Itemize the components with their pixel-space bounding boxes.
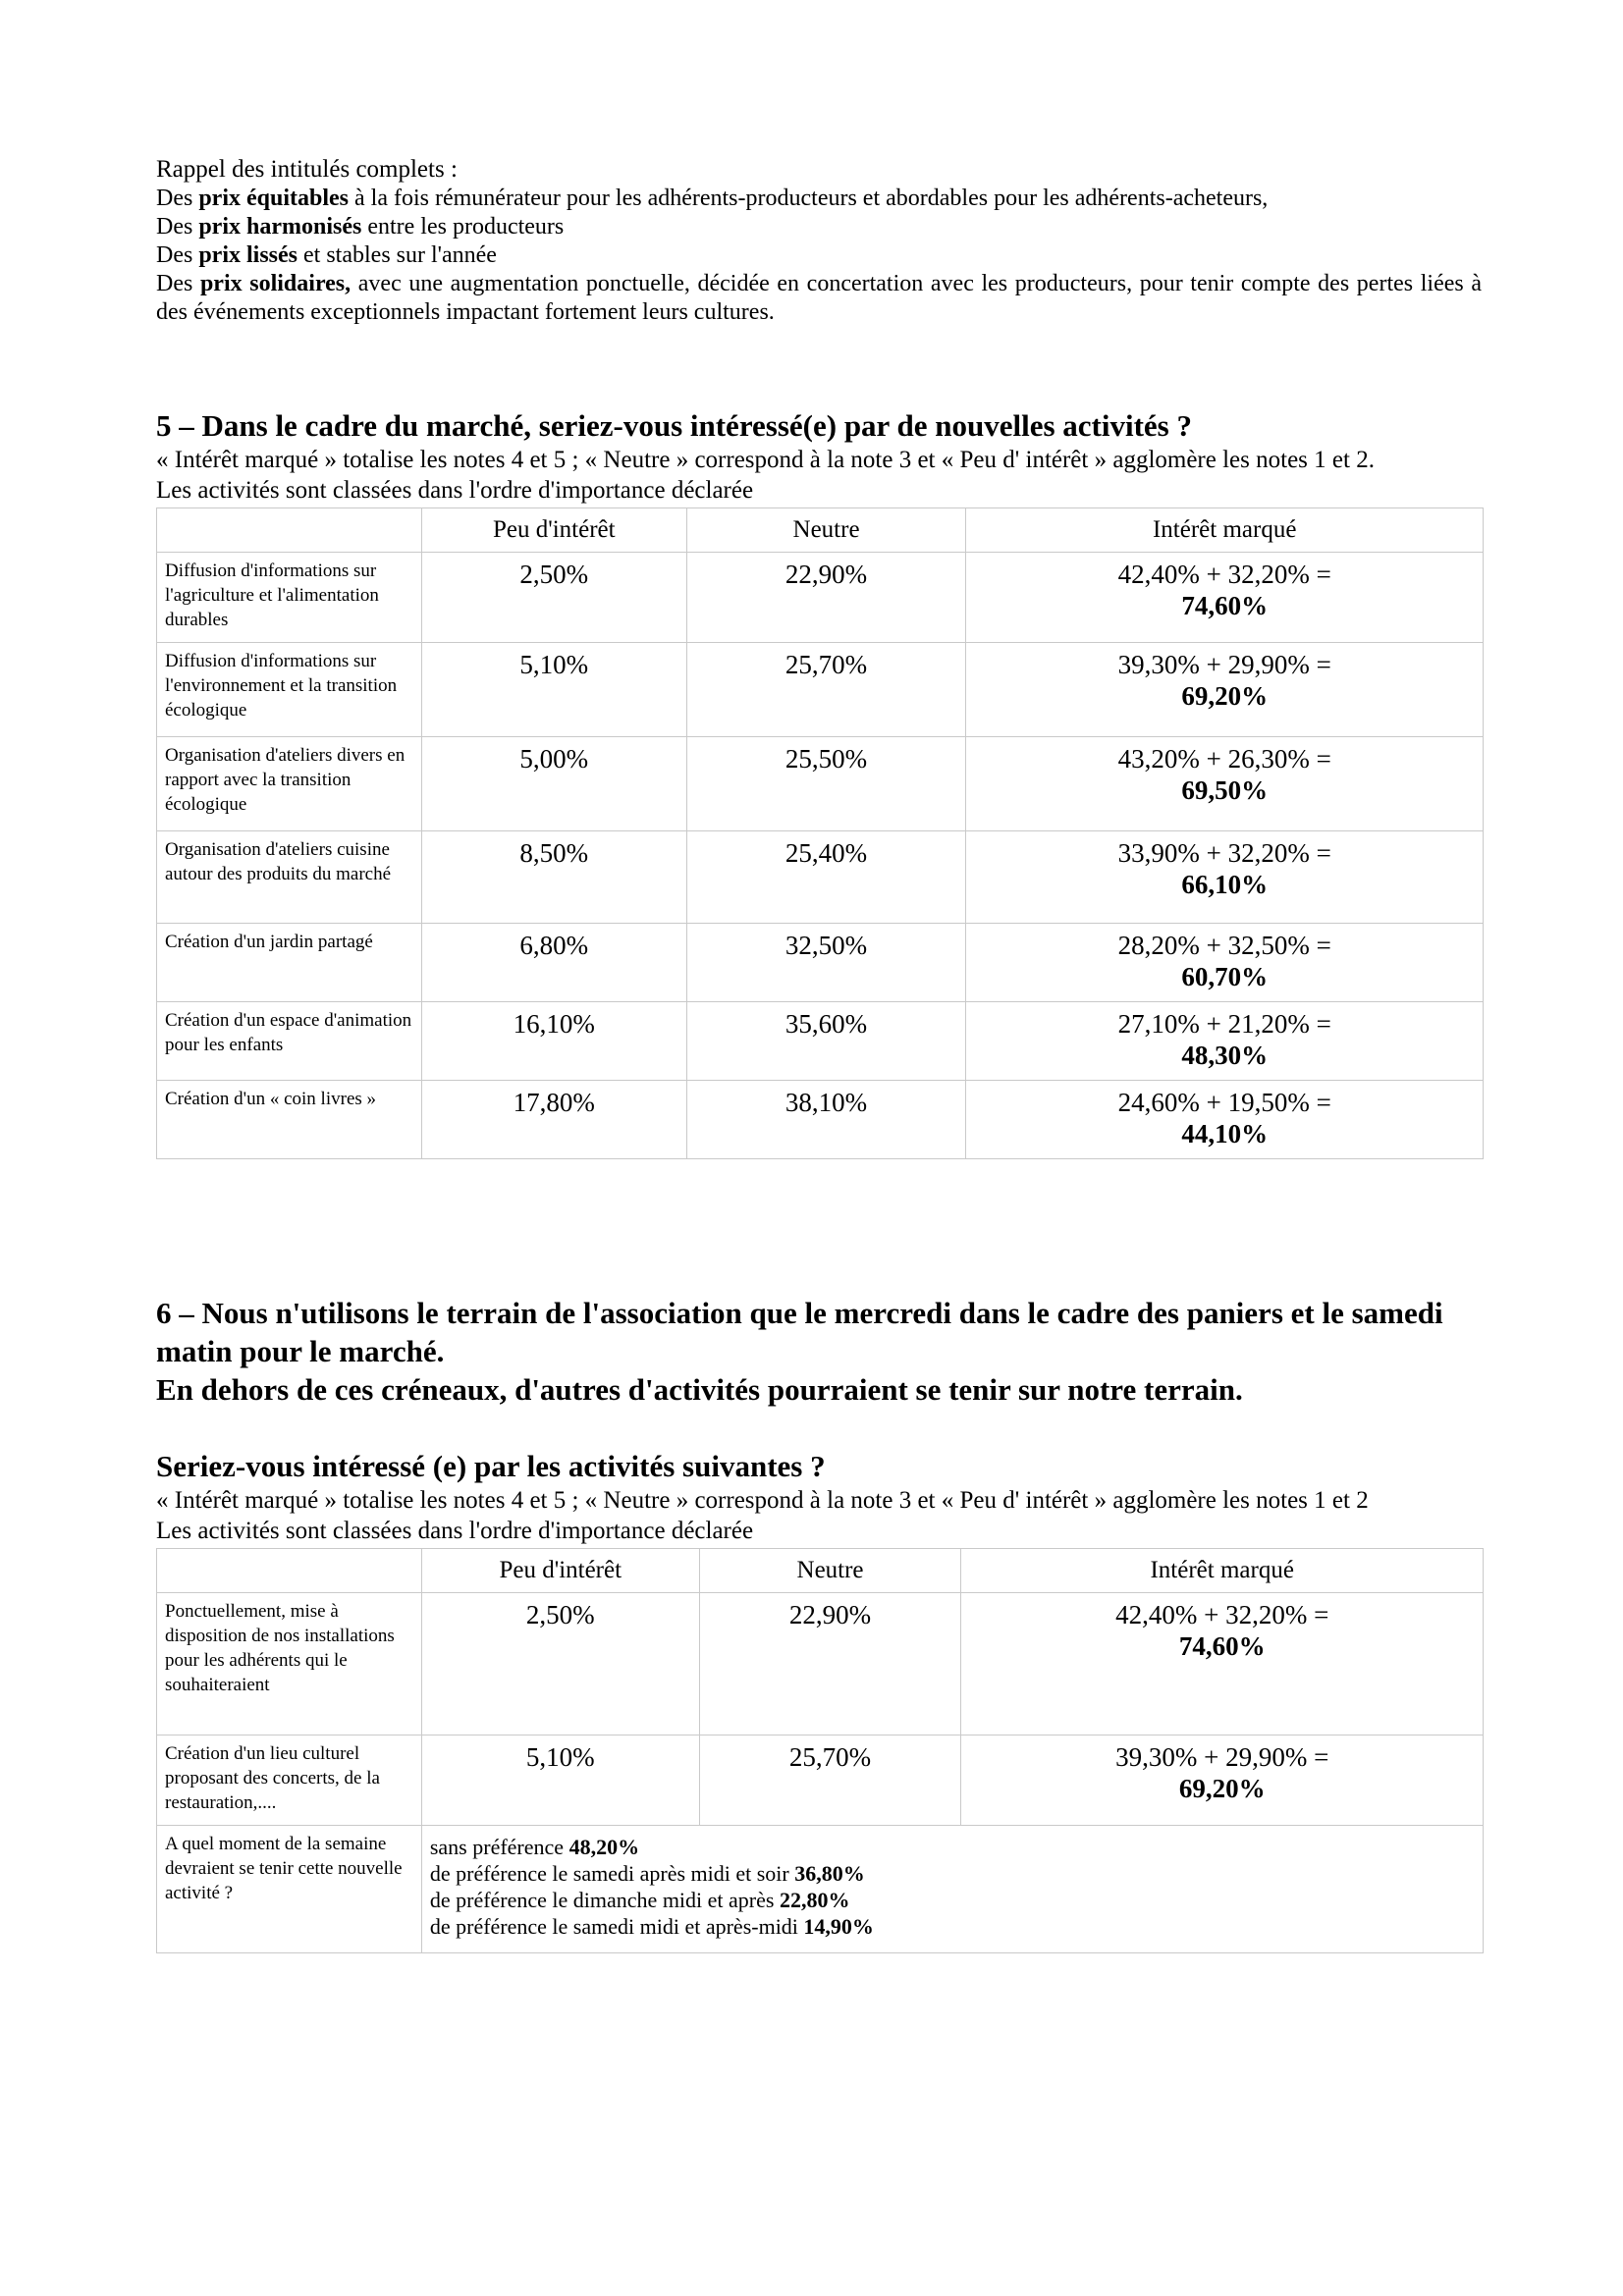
cell-interet bbox=[966, 831, 1484, 924]
question-5-order-note: Les activités sont classées dans l'ordre d'importance déclarée bbox=[156, 477, 754, 504]
cell-neutre: 32,50% bbox=[686, 924, 966, 1002]
preference-line: de préférence le samedi midi et après-midi 14,90% bbox=[429, 1914, 874, 1939]
cell-interet bbox=[961, 1593, 1484, 1735]
header-peu-interet: Peu d'intérêt bbox=[421, 508, 686, 553]
cell-neutre: 25,70% bbox=[686, 643, 966, 737]
cell-total: 44,10% bbox=[1181, 1119, 1269, 1148]
question-6-section bbox=[156, 1294, 1482, 1953]
cell-peu: 2,50% bbox=[421, 553, 686, 643]
question-6-order-note: Les activités sont classées dans l'ordre d'importance déclarée bbox=[156, 1518, 754, 1544]
question-6-subtitle: Seriez-vous intéressé (e) par les activités suivantes ? bbox=[156, 1449, 826, 1483]
table-header-row bbox=[157, 1549, 1484, 1593]
cell-peu: 6,80% bbox=[421, 924, 686, 1002]
cell-total: 74,60% bbox=[1181, 591, 1269, 620]
recall-line: Des prix harmonisés entre les producteurs bbox=[156, 214, 565, 240]
question-6-title: 6 – Nous n'utilisons le terrain de l'association que le mercredi dans le cadre des paniers et le samedi matin pour le marché. bbox=[156, 1296, 1443, 1368]
cell-sum: 39,30% + 29,90% = bbox=[1117, 650, 1331, 679]
table-row bbox=[157, 924, 1484, 1002]
header-empty bbox=[157, 1549, 422, 1593]
table-row bbox=[157, 1593, 1484, 1735]
row-label: Ponctuellement, mise à disposition de nos installations pour les adhérents qui le souhaiteraient bbox=[157, 1593, 422, 1735]
cell-sum: 43,20% + 26,30% = bbox=[1117, 744, 1331, 774]
recall-line: Des prix équitables à la fois rémunérateur pour les adhérents-producteurs et abordables pour les adhérents-acheteurs, bbox=[156, 186, 1269, 211]
cell-total: 48,30% bbox=[1181, 1041, 1269, 1070]
table-row bbox=[157, 1002, 1484, 1081]
cell-sum: 27,10% + 21,20% = bbox=[1117, 1009, 1331, 1039]
recall-line: Des prix solidaires, avec une augmentation ponctuelle, décidée en concertation avec les producteurs, pour tenir compte des pertes liées à des événements exceptionnels impactant fortement leurs cultures. bbox=[156, 271, 1482, 325]
question-5-note: « Intérêt marqué » totalise les notes 4 et 5 ; « Neutre » correspond à la note 3 et « Peu d' intérêt » agglomère les notes 1 et 2. bbox=[156, 447, 1375, 473]
cell-sum: 33,90% + 32,20% = bbox=[1117, 838, 1331, 868]
cell-peu: 17,80% bbox=[421, 1081, 686, 1159]
header-interet-marque: Intérêt marqué bbox=[966, 508, 1484, 553]
cell-peu: 5,10% bbox=[421, 1735, 699, 1826]
cell-total: 69,20% bbox=[1178, 1774, 1266, 1803]
row-label: Création d'un lieu culturel proposant des concerts, de la restauration,.... bbox=[157, 1735, 422, 1826]
cell-interet bbox=[966, 924, 1484, 1002]
recall-section bbox=[156, 155, 1482, 327]
cell-interet bbox=[966, 643, 1484, 737]
recall-line: Des prix lissés et stables sur l'année bbox=[156, 242, 497, 268]
cell-total: 60,70% bbox=[1181, 962, 1269, 991]
preference-line: de préférence le samedi après midi et soir 36,80% bbox=[429, 1861, 865, 1886]
cell-sum: 24,60% + 19,50% = bbox=[1117, 1088, 1331, 1117]
cell-peu: 5,00% bbox=[421, 737, 686, 831]
cell-sum: 42,40% + 32,20% = bbox=[1117, 560, 1331, 589]
row-label: Diffusion d'informations sur l'environnement et la transition écologique bbox=[157, 643, 422, 737]
table-row bbox=[157, 1826, 1484, 1953]
header-interet-marque: Intérêt marqué bbox=[961, 1549, 1484, 1593]
preference-line: sans préférence 48,20% bbox=[429, 1835, 640, 1859]
row-label: A quel moment de la semaine devraient se tenir cette nouvelle activité ? bbox=[157, 1826, 422, 1953]
table-row bbox=[157, 737, 1484, 831]
table-row bbox=[157, 1081, 1484, 1159]
preference-line: de préférence le dimanche midi et après 22,80% bbox=[429, 1888, 850, 1912]
table-header-row bbox=[157, 508, 1484, 553]
cell-interet bbox=[961, 1735, 1484, 1826]
header-neutre: Neutre bbox=[699, 1549, 961, 1593]
moment-preferences bbox=[421, 1826, 1483, 1953]
cell-sum: 28,20% + 32,50% = bbox=[1117, 931, 1331, 960]
cell-total: 74,60% bbox=[1178, 1631, 1266, 1661]
question-5-title: 5 – Dans le cadre du marché, seriez-vous intéressé(e) par de nouvelles activités ? bbox=[156, 408, 1192, 443]
row-label: Création d'un jardin partagé bbox=[157, 924, 422, 1002]
question-6-title-continued: En dehors de ces créneaux, d'autres d'activités pourraient se tenir sur notre terrain. bbox=[156, 1372, 1243, 1407]
cell-neutre: 25,70% bbox=[699, 1735, 961, 1826]
header-empty bbox=[157, 508, 422, 553]
cell-total: 69,50% bbox=[1181, 775, 1269, 805]
cell-interet bbox=[966, 1081, 1484, 1159]
question-6-note: « Intérêt marqué » totalise les notes 4 et 5 ; « Neutre » correspond à la note 3 et « Peu d' intérêt » agglomère les notes 1 et 2 bbox=[156, 1487, 1369, 1514]
table-row bbox=[157, 553, 1484, 643]
recall-heading: Rappel des intitulés complets : bbox=[156, 156, 458, 183]
cell-sum: 39,30% + 29,90% = bbox=[1115, 1742, 1329, 1772]
header-neutre: Neutre bbox=[686, 508, 966, 553]
cell-total: 66,10% bbox=[1181, 870, 1269, 899]
cell-interet bbox=[966, 737, 1484, 831]
question-5-table bbox=[156, 507, 1484, 1159]
cell-neutre: 25,40% bbox=[686, 831, 966, 924]
row-label: Diffusion d'informations sur l'agriculture et l'alimentation durables bbox=[157, 553, 422, 643]
cell-peu: 16,10% bbox=[421, 1002, 686, 1081]
cell-interet bbox=[966, 1002, 1484, 1081]
header-peu-interet: Peu d'intérêt bbox=[421, 1549, 699, 1593]
table-row bbox=[157, 831, 1484, 924]
cell-neutre: 22,90% bbox=[686, 553, 966, 643]
cell-interet bbox=[966, 553, 1484, 643]
cell-neutre: 25,50% bbox=[686, 737, 966, 831]
question-5-section bbox=[156, 406, 1482, 1159]
row-label: Création d'un espace d'animation pour les enfants bbox=[157, 1002, 422, 1081]
cell-total: 69,20% bbox=[1181, 681, 1269, 711]
table-row bbox=[157, 1735, 1484, 1826]
cell-neutre: 22,90% bbox=[699, 1593, 961, 1735]
cell-neutre: 35,60% bbox=[686, 1002, 966, 1081]
row-label: Création d'un « coin livres » bbox=[157, 1081, 422, 1159]
cell-sum: 42,40% + 32,20% = bbox=[1115, 1600, 1329, 1629]
cell-peu: 8,50% bbox=[421, 831, 686, 924]
cell-neutre: 38,10% bbox=[686, 1081, 966, 1159]
row-label: Organisation d'ateliers cuisine autour des produits du marché bbox=[157, 831, 422, 924]
table-row bbox=[157, 643, 1484, 737]
question-6-table bbox=[156, 1548, 1484, 1953]
cell-peu: 2,50% bbox=[421, 1593, 699, 1735]
cell-peu: 5,10% bbox=[421, 643, 686, 737]
row-label: Organisation d'ateliers divers en rapport avec la transition écologique bbox=[157, 737, 422, 831]
